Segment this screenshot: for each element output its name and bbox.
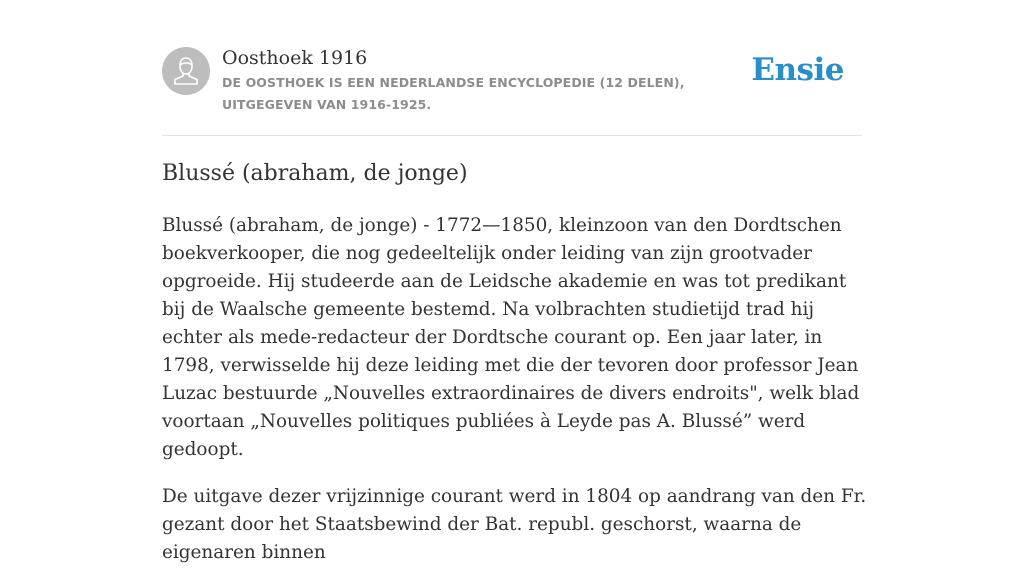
article-title: Blussé (abraham, de jonge) <box>162 161 468 186</box>
source-header <box>162 46 862 116</box>
avatar[interactable] <box>162 47 210 95</box>
article-paragraph: De uitgave dezer vrijzinnige courant werd in 1804 op aandrang van den Fr. gezant door het Staatsbewind der Bat. republ. geschorst, waarna de eigenaren binnen <box>162 486 867 563</box>
source-description: DE OOSTHOEK IS EEN NEDERLANDSE ENCYCLOPEDIE (12 DELEN), UITGEGEVEN VAN 1916-1925. <box>222 75 685 112</box>
article-paragraph: Blussé (abraham, de jonge) - 1772—1850, kleinzoon van den Dordtschen boekverkooper, die nog gedeeltelijk onder leiding van zijn grootvader opgroeide. Hij studeerde aan de Leidsche akademie en was tot predikant bij de Waalsche gemeente bestemd. Na volbrachten studietijd trad hij echter als mede-redacteur der Dordtsche courant op. Een jaar later, in 1798, verwisselde hij deze leiding met die der tevoren door professor Jean Luzac bestuurde „Nouvelles extraordinaires de divers endroits", welk blad voortaan „Nouvelles politiques publiées à Leyde pas A. Blussé” werd gedoopt. <box>162 215 860 460</box>
ensie-logo-link[interactable]: Ensie <box>751 52 844 88</box>
header-divider <box>162 135 862 136</box>
source-title[interactable]: Oosthoek 1916 <box>222 47 368 69</box>
article-body <box>162 212 872 586</box>
user-icon <box>162 47 210 95</box>
